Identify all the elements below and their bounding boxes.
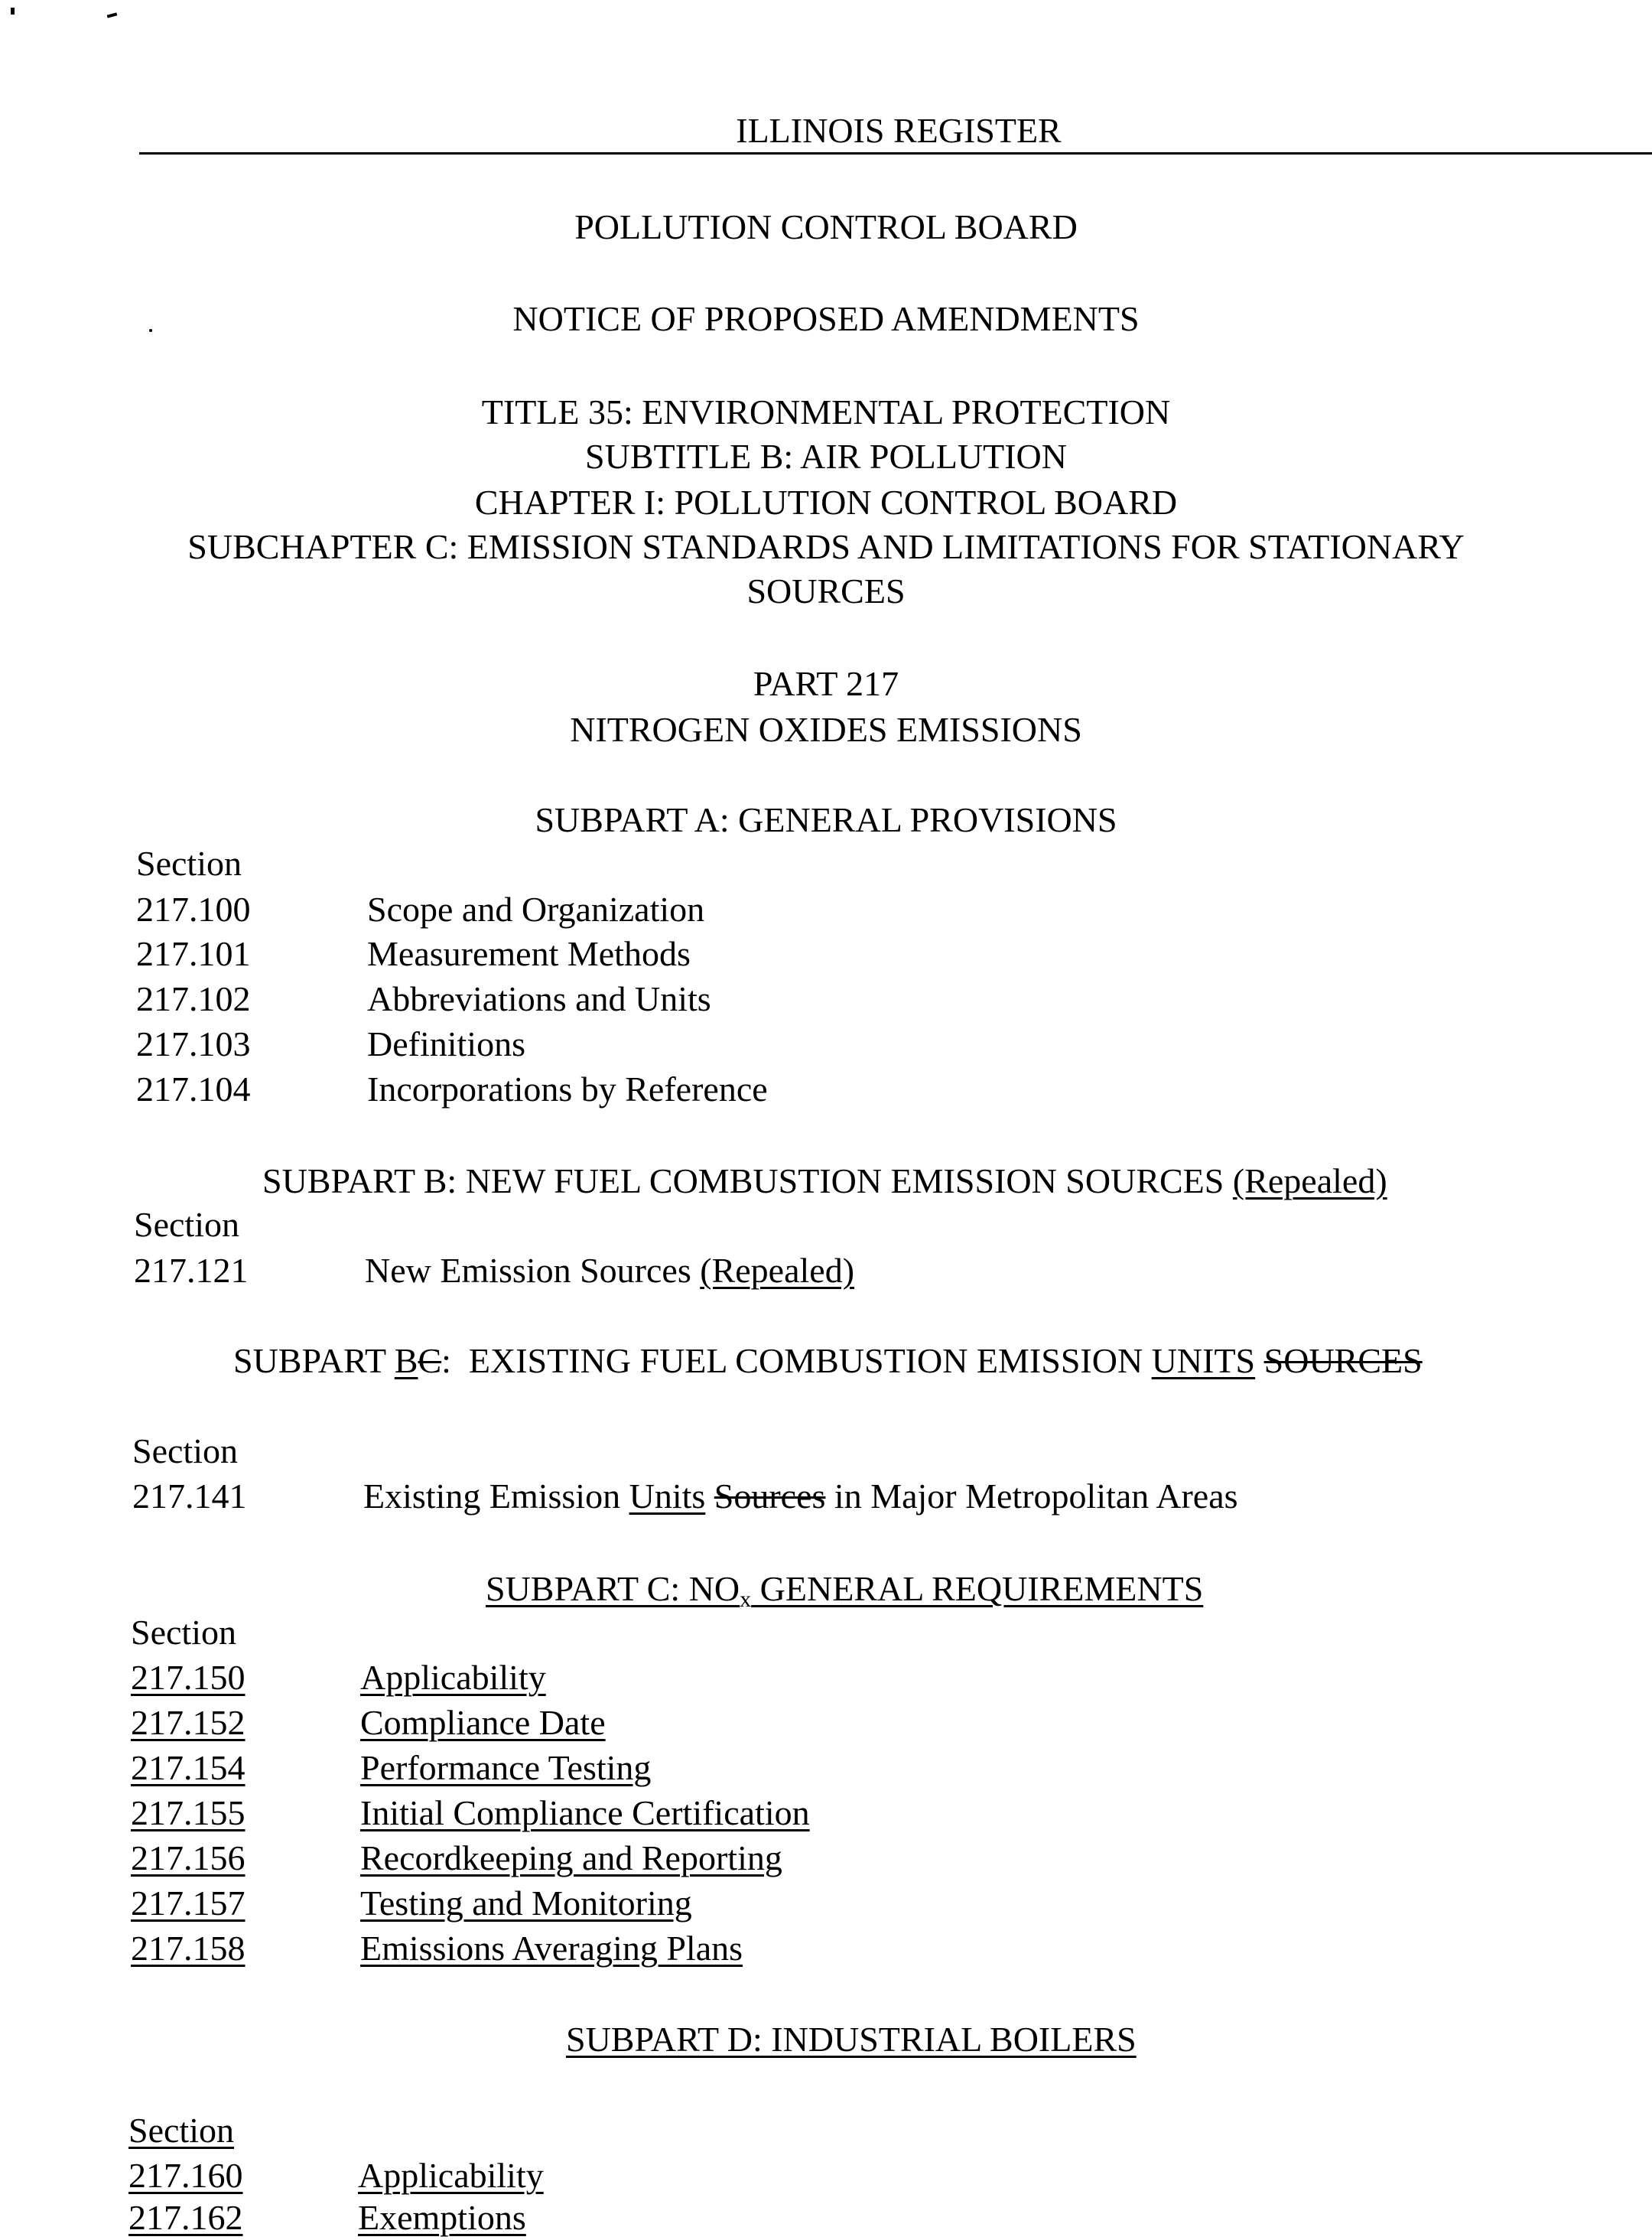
section-title-text: New Emission Sources: [365, 1251, 691, 1290]
section-number: 217.102: [136, 979, 251, 1018]
subpart-a-heading: SUBPART A: GENERAL PROVISIONS: [535, 800, 1117, 839]
subpart-d-heading: SUBPART D: INDUSTRIAL BOILERS: [566, 2020, 1137, 2059]
section-number: 217.160: [128, 2156, 243, 2195]
table-row: [0, 887, 1652, 932]
subpart-heading-text: : EXISTING FUEL COMBUSTION EMISSION: [441, 1341, 1152, 1380]
deleted-text: Sources: [714, 1477, 826, 1516]
scan-mark: [107, 12, 118, 18]
table-row: [0, 1746, 1652, 1790]
section-number: 217.162: [128, 2198, 243, 2237]
section-title: [365, 1249, 854, 1293]
section-number: 217.104: [136, 1070, 251, 1109]
section-title: Recordkeeping and Reporting: [360, 1838, 782, 1877]
table-row: [0, 1022, 1652, 1066]
section-number: 217.156: [131, 1838, 246, 1877]
section-title: Existing Emission Units Sources in Major Metropolitan Areas: [363, 1477, 1238, 1516]
subtitle-heading: SUBTITLE B: AIR POLLUTION: [585, 437, 1067, 476]
table-row: [0, 2154, 1652, 2198]
section-label: Section: [134, 1205, 239, 1244]
table-row: [0, 1656, 1652, 1700]
section-title: Applicability: [358, 2156, 544, 2195]
scan-mark: [11, 8, 15, 15]
table-row: [0, 977, 1652, 1021]
section-number: 217.103: [136, 1024, 251, 1063]
section-number: 217.100: [136, 890, 251, 929]
section-number: 217.150: [131, 1658, 246, 1697]
chapter-heading: CHAPTER I: POLLUTION CONTROL BOARD: [474, 483, 1178, 522]
section-title: Scope and Organization: [367, 890, 705, 929]
section-label: Section: [136, 844, 242, 883]
table-row: [0, 1926, 1652, 1971]
section-title: Definitions: [367, 1024, 525, 1063]
inserted-text: (Repealed): [700, 1251, 855, 1290]
title-heading: TITLE 35: ENVIRONMENTAL PROTECTION: [481, 392, 1171, 431]
section-label: Section: [131, 1613, 236, 1652]
section-number: 217.157: [131, 1883, 246, 1923]
table-row: [0, 2196, 1652, 2240]
subpart-b-old-heading: [262, 1159, 1387, 1203]
section-number: 217.154: [131, 1748, 246, 1787]
section-title: Compliance Date: [360, 1703, 606, 1742]
table-row: [0, 932, 1652, 976]
section-title: Measurement Methods: [367, 934, 691, 973]
section-title: Incorporations by Reference: [367, 1070, 768, 1109]
section-label: Section: [128, 2111, 234, 2150]
inserted-text: (Repealed): [1232, 1161, 1387, 1200]
inserted-text: B: [394, 1341, 418, 1380]
section-label: Section: [132, 1431, 238, 1470]
table-row: [0, 1067, 1652, 1112]
section-title: Performance Testing: [360, 1748, 652, 1787]
section-title: Initial Compliance Certification: [360, 1793, 810, 1832]
notice-title: NOTICE OF PROPOSED AMENDMENTS: [512, 299, 1140, 338]
part-name: NITROGEN OXIDES EMISSIONS: [570, 710, 1082, 749]
section-number: 217.158: [131, 1929, 246, 1968]
part-number: PART 217: [753, 664, 899, 703]
table-row: [0, 1836, 1652, 1880]
table-row: [0, 1701, 1652, 1745]
register-header: ILLINOIS REGISTER: [736, 111, 1062, 150]
section-title: Testing and Monitoring: [360, 1883, 692, 1923]
section-number: 217.121: [134, 1251, 249, 1290]
subpart-c-heading: SUBPART C: $NO_x$ GENERAL REQUIREMENTS: [486, 1569, 1204, 1612]
subpart-heading-text: SUBPART: [233, 1341, 395, 1380]
inserted-text: Units: [629, 1477, 706, 1516]
section-title: Applicability: [360, 1658, 546, 1697]
section-number: 217.155: [131, 1793, 246, 1832]
subchapter-heading-line2: SOURCES: [746, 571, 906, 610]
section-title: Abbreviations and Units: [367, 979, 711, 1018]
table-row: [0, 1791, 1652, 1835]
table-row: [0, 1249, 1652, 1293]
subpart-b-new-heading: [233, 1339, 1423, 1383]
section-number: 217.101: [136, 934, 251, 973]
section-title: Emissions Averaging Plans: [360, 1929, 743, 1968]
section-number: 217.141: [132, 1477, 247, 1516]
section-title: Exemptions: [358, 2198, 526, 2237]
header-rule: [139, 152, 1652, 155]
agency-name: POLLUTION CONTROL BOARD: [574, 207, 1078, 246]
deleted-text: SOURCES: [1263, 1341, 1423, 1380]
deleted-text: C: [418, 1341, 442, 1380]
table-row: [0, 1881, 1652, 1926]
subpart-heading-text: SUBPART B: NEW FUEL COMBUSTION EMISSION SOURCES: [262, 1161, 1224, 1200]
subchapter-heading-line1: SUBCHAPTER C: EMISSION STANDARDS AND LIMITATIONS FOR STATIONARY: [187, 527, 1465, 566]
table-row: [0, 1474, 1652, 1519]
inserted-text: UNITS: [1151, 1341, 1256, 1380]
section-number: 217.152: [131, 1703, 246, 1742]
